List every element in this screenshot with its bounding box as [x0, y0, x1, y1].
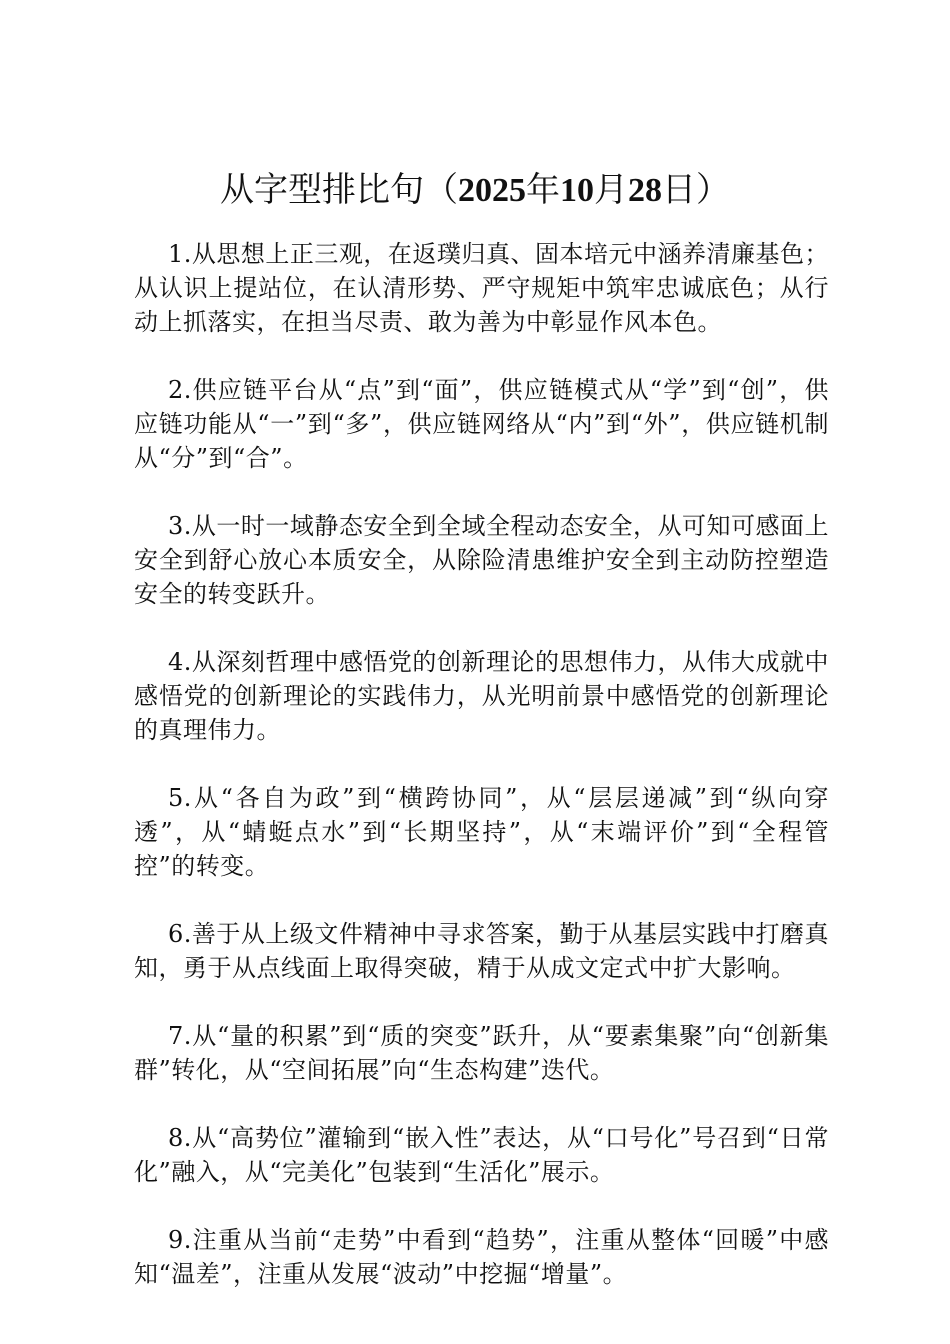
document-body	[134, 237, 829, 1325]
title-day: 28	[628, 172, 662, 209]
paragraph-4: 4.从深刻哲理中感悟党的创新理论的思想伟力，从伟大成就中感悟党的创新理论的实践伟力，从光明前景中感悟党的创新理论的真理伟力。	[134, 648, 829, 744]
paragraph-9: 9.注重从当前“走势”中看到“趋势”，注重从整体“回暖”中感知“温差”，注重从发展“波动”中挖掘“增量”。	[134, 1226, 829, 1288]
document-title	[0, 164, 950, 217]
paragraph-3: 3.从一时一域静态安全到全域全程动态安全，从可知可感面上安全到舒心放心本质安全，从除险清患维护安全到主动防控塑造安全的转变跃升。	[134, 512, 829, 608]
title-month: 10	[560, 172, 594, 209]
paragraph-5: 5.从“各自为政”到“横跨协同”，从“层层递减”到“纵向穿透”，从“蜻蜓点水”到“长期坚持”，从“末端评价”到“全程管控”的转变。	[134, 784, 829, 880]
title-month-unit: 月	[594, 170, 628, 210]
title-year-unit: 年	[526, 170, 560, 210]
paragraph-8: 8.从“高势位”灌输到“嵌入性”表达，从“口号化”号召到“日常化”融入，从“完美化”包装到“生活化”展示。	[134, 1124, 829, 1186]
paragraph-1: 1.从思想上正三观，在返璞归真、固本培元中涵养清廉基色；从认识上提站位，在认清形势、严守规矩中筑牢忠诚底色；从行动上抓落实，在担当尽责、敢为善为中彰显作风本色。	[134, 240, 829, 336]
paragraph-6: 6.善于从上级文件精神中寻求答案，勤于从基层实践中打磨真知，勇于从点线面上取得突破，精于从成文定式中扩大影响。	[134, 920, 829, 982]
title-suffix: 日）	[662, 170, 730, 210]
paragraph-7: 7.从“量的积累”到“质的突变”跃升，从“要素集聚”向“创新集群”转化，从“空间拓展”向“生态构建”迭代。	[134, 1022, 829, 1084]
title-year: 2025	[458, 172, 526, 209]
title-prefix: 从字型排比句（	[220, 170, 458, 210]
paragraph-2: 2.供应链平台从“点”到“面”，供应链模式从“学”到“创”，供应链功能从“一”到“多”，供应链网络从“内”到“外”，供应链机制从“分”到“合”。	[134, 376, 829, 472]
